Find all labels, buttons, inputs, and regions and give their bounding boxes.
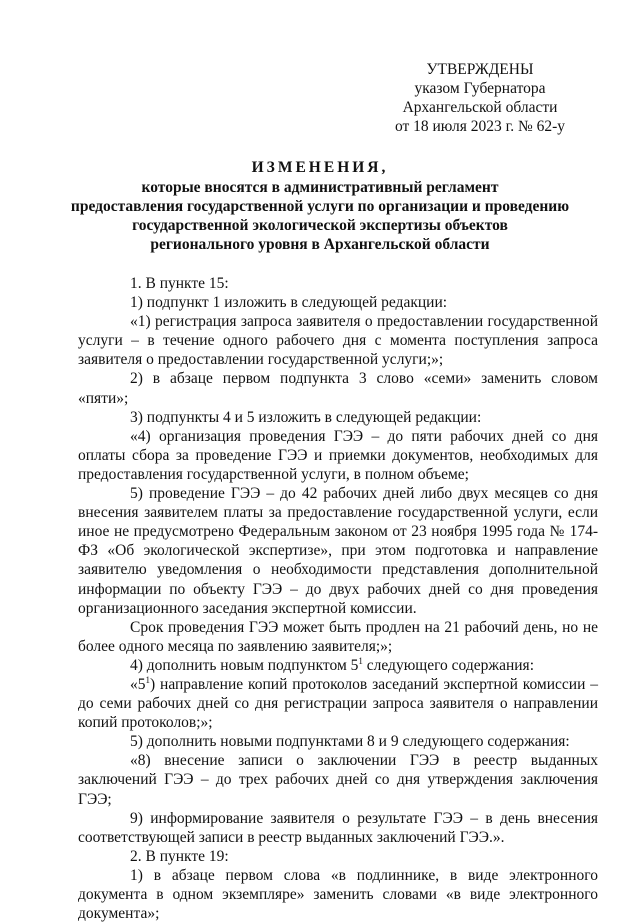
heading-line-3: государственной экологической экспертизы объектов [132,217,508,234]
paragraph-text: ) направление копий протоколов заседаний экспертной комиссии – до семи рабочих дней со дня регистрации запроса заявителя о направлении копий протоколов;»; [78,675,598,732]
document-heading [60,158,580,254]
paragraph: «1) регистрация запроса заявителя о предоставлении государственной услуги – в течение одного рабочего дня с момента поступления запроса заявителя о предоставлении государственной услуги;»; [78,313,598,369]
paragraph: 5) проведение ГЭЭ – до 42 рабочих дней либо двух месяцев со дня внесения заявителем платы за предоставление государственной услуги, если иное не предусмотрено Федеральным законом от 23 ноября 1995 года № 174-ФЗ «Об экологической экспертизе», при этом подготовка и направление заявителю уведомления о необходимости представления дополнительной информации по объекту ГЭЭ – до двух рабочих дней со дня проведения организационного заседания экспертной комиссии. [78,485,598,617]
heading-line-1: которые вносятся в административный регламент [141,179,499,196]
approval-decree: указом Губернатора [414,80,546,97]
paragraph: «4) организация проведения ГЭЭ – до пяти рабочих дней со дня оплаты сбора за проведение ГЭЭ и приемки документов, необходимых для предоставления государственной услуги, в полном объеме; [78,427,598,483]
paragraph: 5) дополнить новыми подпунктами 8 и 9 следующего содержания: [130,733,570,751]
paragraph: 2) в абзаце первом подпункта 3 слово «семи» заменить словом «пяти»; [78,370,598,407]
paragraph: 1. В пункте 15: [130,275,229,292]
heading-line-2: предоставления государственной услуги по организации и проведению [70,198,570,215]
paragraph: «8) внесение записи о заключении ГЭЭ в реестр выданных заключений ГЭЭ – до трех рабочих дней со дня утверждения заключения ГЭЭ; [78,752,598,808]
paragraph: 1) в абзаце первом слова «в подлиннике, в виде электронного документа в одном экземпляре» заменить словами «в виде электронного документа»; [78,866,598,923]
paragraph-text: следующего содержания: [362,656,534,674]
approval-title: УТВЕРЖДЕНЫ [426,61,534,78]
superscript: 1 [145,674,150,685]
approval-region: Архангельской области [402,99,558,116]
heading-line-4: регионального уровня в Архангельской области [150,236,490,253]
paragraph: 9) информирование заявителя о результате ГЭЭ – в день внесения соответствующей записи в реестр выданных заключений ГЭЭ.». [78,809,598,846]
paragraph: 3) подпункты 4 и 5 изложить в следующей редакции: [130,408,482,426]
paragraph: 1) подпункт 1 изложить в следующей редакции: [130,294,448,312]
approval-stamp [380,60,580,136]
paragraph [78,656,598,675]
document-body [78,274,598,923]
paragraph-text: «5 [130,675,146,693]
document-title: ИЗМЕНЕНИЯ, [251,159,389,176]
paragraph [78,675,598,732]
superscript: 1 [358,655,363,666]
paragraph: Срок проведения ГЭЭ может быть продлен на 21 рабочий день, но не более одного месяца по заявлению заявителя;»; [78,618,598,655]
approval-date: от 18 июля 2023 г. № 62-у [394,118,566,135]
paragraph-text: 4) дополнить новым подпунктом 5 [130,656,359,674]
paragraph: 2. В пункте 19: [130,847,229,865]
